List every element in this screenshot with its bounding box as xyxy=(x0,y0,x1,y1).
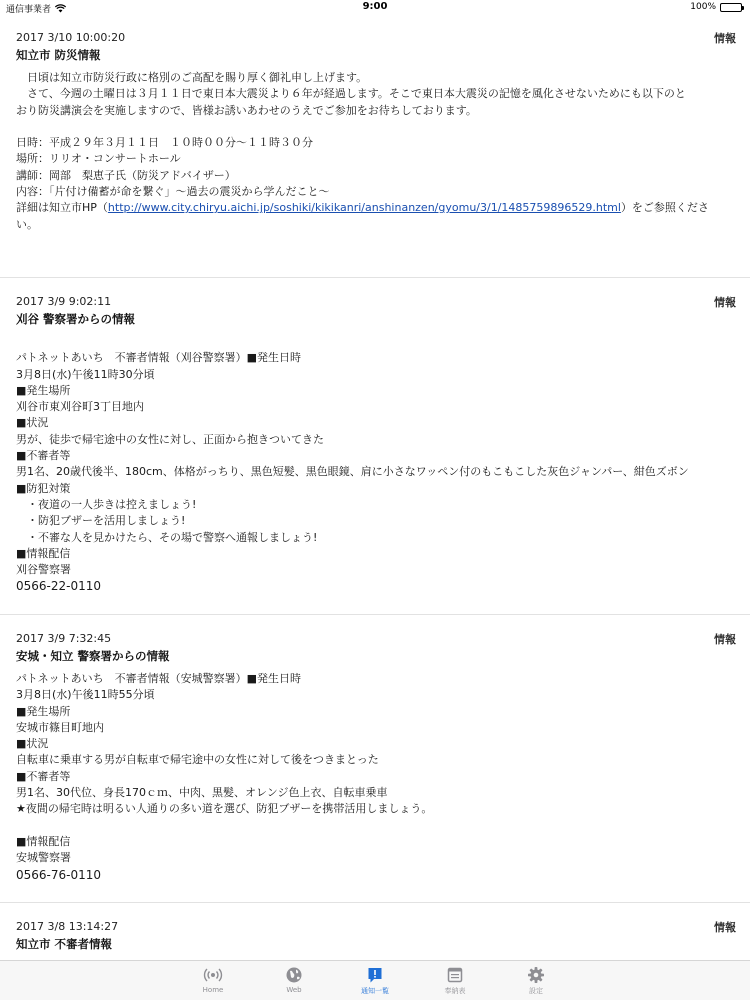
detail-link[interactable]: http://www.city.chiryu.aichi.jp/soshiki/kikikanri/anshinanzen/gyomu/3/1/1485759896529.html xyxy=(107,201,621,215)
battery-percent: 100% xyxy=(690,2,716,12)
tab-web[interactable] xyxy=(259,965,329,994)
body-line: 講師：岡部 梨恵子氏（防災アドバイザー） xyxy=(16,168,236,182)
body-line: 刈谷市東刈谷町3丁目地内 xyxy=(16,400,144,414)
body-line: ■発生場所 xyxy=(16,704,71,718)
tab-home[interactable] xyxy=(178,965,248,994)
tab-label: 通知一覧 xyxy=(361,987,389,995)
notice-date: 2017 3/10 10:00:20 xyxy=(16,31,126,44)
tab-settings[interactable] xyxy=(501,965,571,996)
notice-title: 知立市 不審者情報 xyxy=(16,937,113,951)
battery-icon xyxy=(720,3,742,12)
body-line: ■不審者等 xyxy=(16,449,71,463)
body-line: ■発生場所 xyxy=(16,383,71,397)
status-right xyxy=(690,2,742,12)
body-line: 日頃は知立市防災行政に格別のご高配を賜り厚く御礼申し上げます。 xyxy=(16,71,368,84)
body-line: 安城市篠目町地内 xyxy=(16,720,104,734)
notice-tag: 情報 xyxy=(714,32,736,45)
notice-tag: 情報 xyxy=(714,296,736,309)
notice-date: 2017 3/9 7:32:45 xyxy=(16,632,112,645)
status-time: 9:00 xyxy=(362,1,388,12)
detail-line xyxy=(16,200,736,216)
body-line: ■防犯対策 xyxy=(16,481,71,495)
tab-label: 設定 xyxy=(529,987,543,995)
notice-body xyxy=(16,334,736,595)
globe-icon xyxy=(259,965,329,985)
notice-item[interactable] xyxy=(0,614,750,902)
body-line: 男1名、30代位、身長170ｃｍ、中肉、黒髪、オレンジ色上衣、自転車乗車 xyxy=(16,786,388,800)
body-line: ・防犯ブザーを活用しましょう! xyxy=(16,514,186,528)
body-line: ■状況 xyxy=(16,737,49,751)
body-line: ■状況 xyxy=(16,416,49,430)
body-line: ■情報配信 xyxy=(16,834,71,848)
body-line: 刈谷警察署 xyxy=(16,563,71,577)
notice-tag: 情報 xyxy=(714,921,736,934)
tab-label: Home xyxy=(202,986,224,994)
notice-body xyxy=(16,70,736,233)
notice-title: 刈谷 警察署からの情報 xyxy=(16,312,136,326)
notice-item[interactable] xyxy=(0,24,750,277)
notice-title: 安城・知立 警察署からの情報 xyxy=(16,649,170,663)
body-line: ■不審者等 xyxy=(16,769,71,783)
blank-line xyxy=(16,818,736,834)
blank-line xyxy=(16,334,736,350)
tab-label: Web xyxy=(286,986,302,994)
notice-date: 2017 3/8 13:14:27 xyxy=(16,920,119,933)
body-line: おり防災講演会を実施しますので、皆様お誘いあわせのうえでご参加をお待ちしております。 xyxy=(16,103,477,117)
tab-schedule[interactable] xyxy=(420,965,490,996)
body-line: 男が、徒歩で帰宅途中の女性に対し、正面から抱きついてきた xyxy=(16,432,324,446)
body-line: パトネットあいち 不審者情報（安城警察署）■発生日時 xyxy=(16,672,302,685)
body-line: 男1名、20歳代後半、180cm、体格がっちり、黒色短髪、黒色眼鏡、肩に小さなワッペン付のもこもこした灰色ジャンパー、紺色ズボン xyxy=(16,465,689,479)
body-line: 場所：リリオ・コンサートホール xyxy=(16,152,181,166)
body-line: さて、今週の土曜日は３月１１日で東日本大震災より６年が経過します。そこで東日本大震災の記憶を風化させないためにも以下のと xyxy=(16,87,686,101)
body-line: 3月8日(水)午後11時30分頃 xyxy=(16,367,155,381)
body-line: ・不審な人を見かけたら、その場で警察へ通報しましょう! xyxy=(16,530,318,544)
notice-body xyxy=(16,671,736,883)
body-line: 3月8日(水)午後11時55分頃 xyxy=(16,688,155,702)
body-line: ・夜道の一人歩きは控えましょう! xyxy=(16,497,197,511)
status-bar xyxy=(0,0,750,16)
notice-title: 知立市 防災情報 xyxy=(16,48,101,62)
body-line: ■情報配信 xyxy=(16,546,71,560)
notice-item[interactable] xyxy=(0,277,750,614)
body-line: 自転車に乗車する男が自転車で帰宅途中の女性に対して後をつきまとった xyxy=(16,753,379,767)
notification-feed[interactable] xyxy=(0,24,750,960)
tab-label: 奉納表 xyxy=(444,987,466,995)
body-line: パトネットあいち 不審者情報（刈谷警察署）■発生日時 xyxy=(16,351,302,365)
blank-line xyxy=(16,119,736,135)
notice-date: 2017 3/9 9:02:11 xyxy=(16,295,112,308)
notice-tag: 情報 xyxy=(714,633,736,646)
broadcast-icon xyxy=(178,965,248,985)
detail-suffix: ）をご参照くださ xyxy=(620,201,709,215)
body-line: ★夜間の帰宅時は明るい人通りの多い道を選び、防犯ブザーを携帯活用しましょう。 xyxy=(16,802,433,816)
body-line: 日時：平成２９年３月１１日 １０時００分～１１時３０分 xyxy=(16,136,313,150)
phone-number: 0566-22-0110 xyxy=(16,579,102,594)
notification-list-icon xyxy=(340,965,410,985)
body-line: 安城警察署 xyxy=(16,851,71,865)
calendar-icon xyxy=(420,965,490,985)
detail-prefix: 詳細は知立市HP（ xyxy=(16,201,108,215)
body-line: 内容：「片付け備蓄が命を繋ぐ」～過去の震災から学んだこと～ xyxy=(16,185,330,199)
gear-icon xyxy=(501,965,571,985)
phone-number: 0566-76-0110 xyxy=(16,867,102,882)
detail-tail: い。 xyxy=(16,217,38,231)
tab-notifications[interactable] xyxy=(340,965,410,996)
tab-bar xyxy=(0,960,750,1000)
carrier-label: 通信事業者 xyxy=(6,5,52,15)
